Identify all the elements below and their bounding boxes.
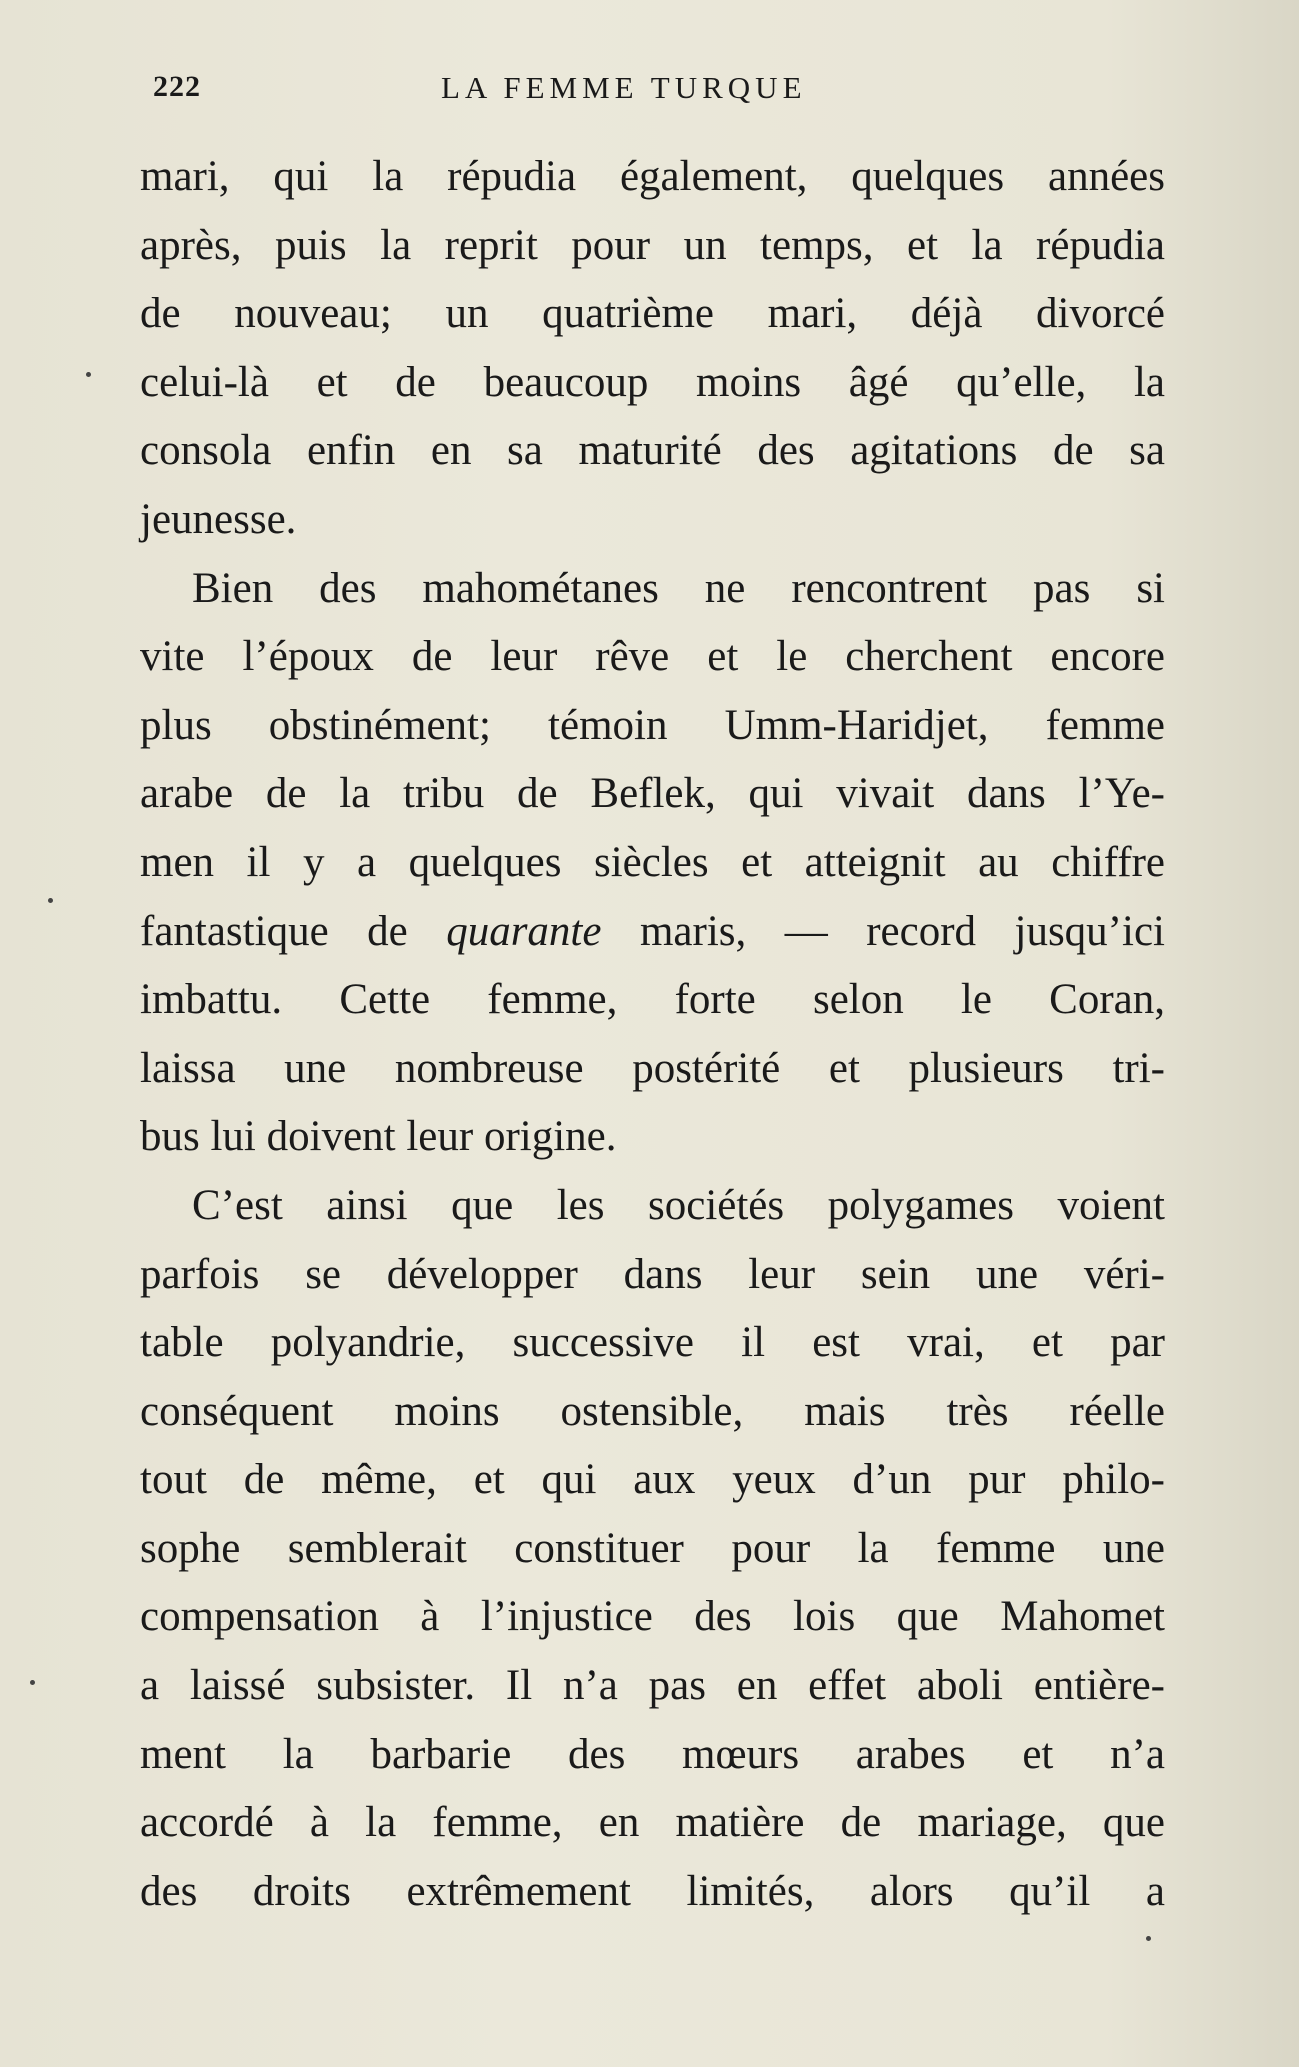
body-text bbox=[140, 143, 1165, 1926]
text-line: vite l’époux de leur rêve et le cherchent encore bbox=[140, 633, 1165, 681]
ink-speck bbox=[86, 372, 91, 377]
paragraph-3 bbox=[140, 1172, 1165, 1927]
text-line: tout de même, et qui aux yeux d’un pur philo- bbox=[140, 1456, 1165, 1504]
running-head: LA FEMME TURQUE bbox=[441, 70, 807, 105]
text-line: arabe de la tribu de Beflek, qui vivait dans l’Ye- bbox=[140, 770, 1165, 818]
page-number: 222 bbox=[153, 70, 201, 103]
text-line: accordé à la femme, en matière de mariage, que bbox=[140, 1799, 1165, 1847]
text-line: jeunesse. bbox=[140, 495, 297, 543]
ink-speck bbox=[30, 1680, 35, 1685]
text-line: mari, qui la répudia également, quelques années bbox=[140, 153, 1165, 200]
text-line: imbattu. Cette femme, forte selon le Coran, bbox=[140, 976, 1165, 1024]
text-line: consola enfin en sa maturité des agitations de sa bbox=[140, 427, 1165, 475]
text-line: parfois se développer dans leur sein une véri- bbox=[140, 1250, 1165, 1298]
page-header bbox=[148, 70, 1168, 120]
text-line: bus lui doivent leur origine. bbox=[140, 1113, 617, 1161]
text-segment: maris, — record jusqu’ici bbox=[601, 907, 1165, 955]
paragraph-2 bbox=[140, 555, 1165, 1172]
text-line: ment la barbarie des mœurs arabes et n’a bbox=[140, 1730, 1165, 1778]
text-line: laissa une nombreuse postérité et plusieurs tri- bbox=[140, 1044, 1165, 1092]
text-line: après, puis la reprit pour un temps, et la répudia bbox=[140, 221, 1165, 269]
text-line: de nouveau; un quatrième mari, déjà divorcé bbox=[140, 290, 1165, 338]
ink-speck bbox=[1146, 1936, 1151, 1941]
text-line: des droits extrêmement limités, alors qu’il a bbox=[140, 1867, 1165, 1915]
text-line: sophe semblerait constituer pour la femme une bbox=[140, 1524, 1165, 1572]
paragraph-1 bbox=[140, 143, 1165, 555]
text-line: a laissé subsister. Il n’a pas en effet aboli entière- bbox=[140, 1662, 1165, 1710]
text-line: table polyandrie, successive il est vrai, et par bbox=[140, 1319, 1165, 1367]
text-line: plus obstinément; témoin Umm-Haridjet, femme bbox=[140, 701, 1165, 749]
text-line: compensation à l’injustice des lois que Mahomet bbox=[140, 1593, 1165, 1641]
text-segment: fantastique de bbox=[140, 907, 447, 955]
text-line: celui-là et de beaucoup moins âgé qu’elle, la bbox=[140, 358, 1165, 406]
ink-speck bbox=[48, 898, 53, 903]
text-line-with-italic bbox=[140, 898, 1165, 967]
text-line: Bien des mahométanes ne rencontrent pas si bbox=[192, 564, 1165, 612]
text-line: conséquent moins ostensible, mais très réelle bbox=[140, 1387, 1165, 1435]
text-line: men il y a quelques siècles et atteignit au chiffre bbox=[140, 838, 1165, 886]
italic-word: quarante bbox=[446, 907, 602, 955]
text-line: C’est ainsi que les sociétés polygames voient bbox=[192, 1181, 1165, 1229]
